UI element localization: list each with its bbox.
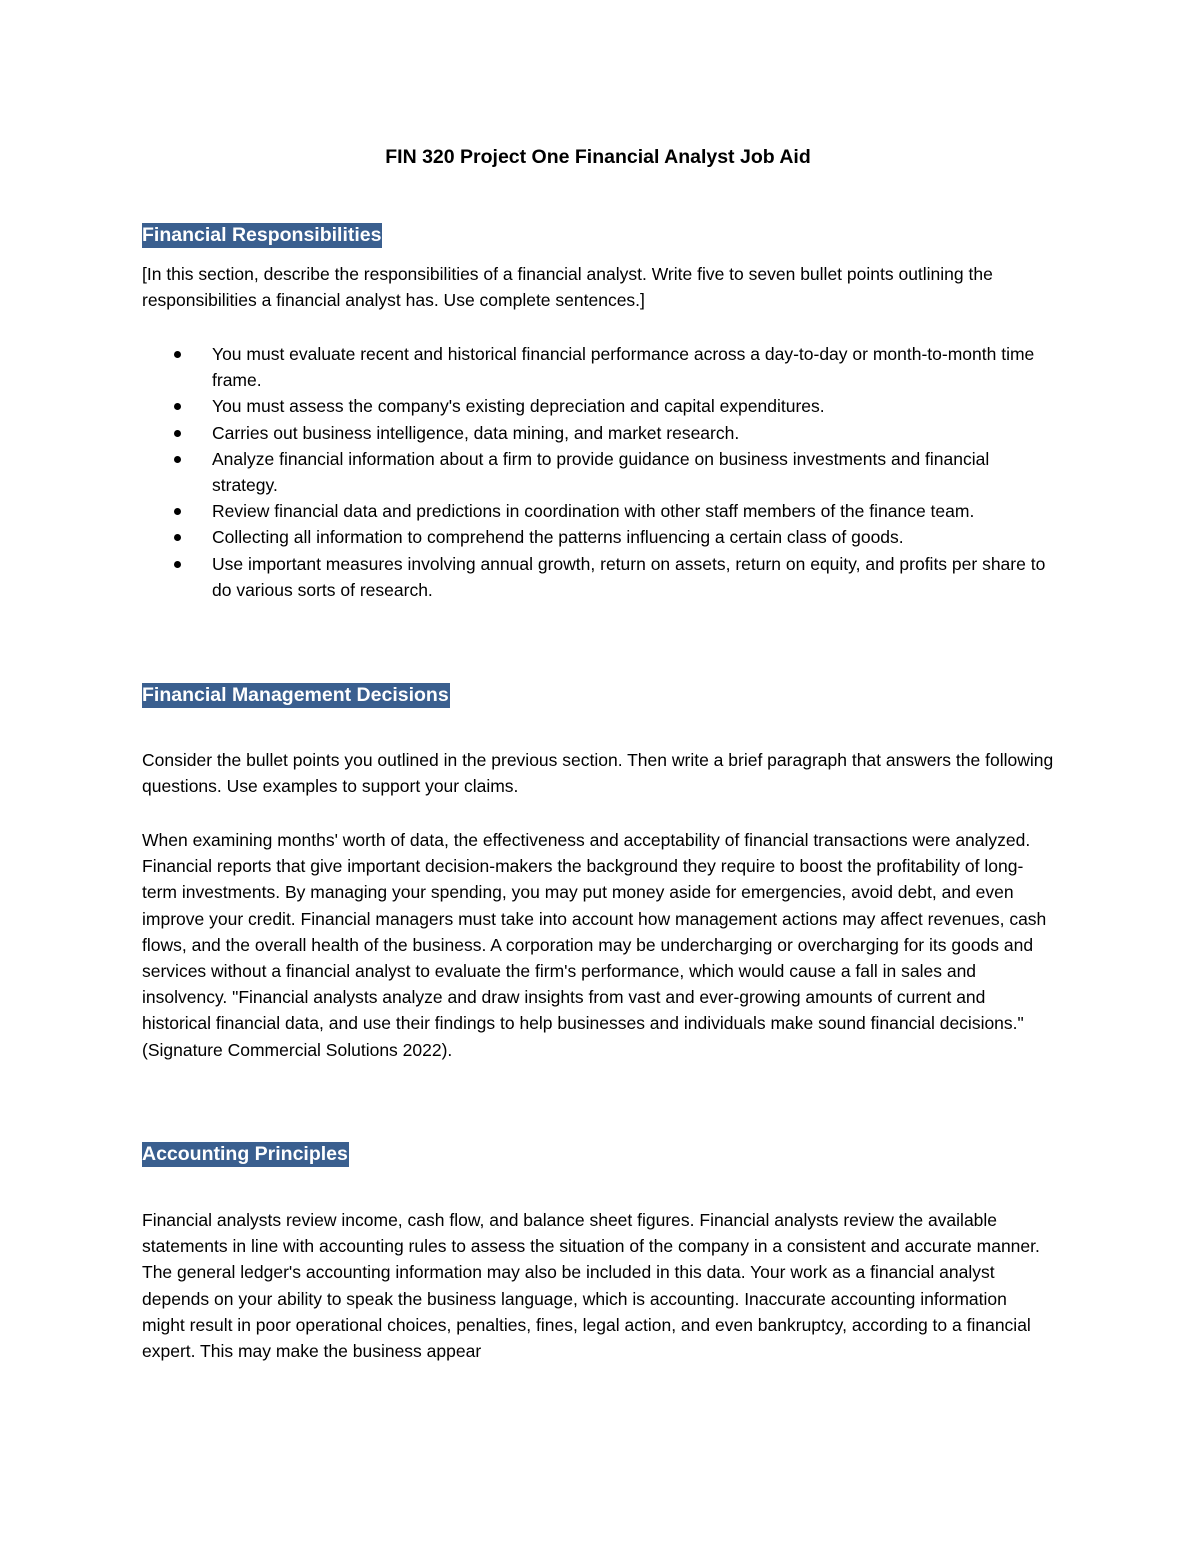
bullet-dot [174, 351, 181, 358]
responsibilities-bullet-list [142, 341, 1054, 603]
management-instructions: Consider the bullet points you outlined in the previous section. Then write a brief paragraph that answers the following questions. Use examples to support your claims. [142, 750, 1054, 797]
section-heading-management-label: Financial Management Decisions [142, 684, 449, 706]
bullet-dot [174, 403, 181, 410]
section-heading-accounting-label: Accounting Principles [142, 1143, 348, 1165]
bullet-text: Review financial data and predictions in coordination with other staff members of the finance team. [212, 501, 975, 522]
document-title: FIN 320 Project One Financial Analyst Job Aid [385, 146, 811, 168]
bullet-text: Use important measures involving annual growth, return on assets, return on equity, and profits per share to do various sorts of research. [212, 553, 1046, 600]
section-heading-responsibilities [142, 222, 382, 248]
bullet-dot [174, 508, 181, 515]
bullet-dot [174, 561, 181, 568]
bullet-text: You must assess the company's existing depreciation and capital expenditures. [212, 396, 825, 417]
accounting-paragraph: Financial analysts review income, cash flow, and balance sheet figures. Financial analysts review the available statements in line with accounting rules to assess the situation of the company in a consistent and accurate manner. The general ledger's accounting information may also be included in this data. Your work as a financial analyst depends on your ability to speak the business language, which is accounting. Inaccurate accounting information might result in poor operational choices, penalties, fines, legal action, and even bankruptcy, according to a financial expert. This may make the business appear [142, 1210, 1040, 1362]
section-heading-responsibilities-label: Financial Responsibilities [142, 224, 382, 246]
bullet-dot [174, 456, 181, 463]
management-paragraph: When examining months' worth of data, the effectiveness and acceptability of financial transactions were analyzed. Financial reports that give important decision-makers the background they require to boost the profitability of long-term investments. By managing your spending, you may put money aside for emergencies, avoid debt, and even improve your credit. Financial managers must take into account how management actions may affect revenues, cash flows, and the overall health of the business. A corporation may be undercharging or overcharging for its goods and services without a financial analyst to evaluate the firm's performance, which would cause a fall in sales and insolvency. "Financial analysts analyze and draw insights from vast and ever-growing amounts of current and historical financial data, and use their findings to help businesses and individuals make sound financial decisions." (Signature Commercial Solutions 2022). [142, 830, 1047, 1060]
bullet-text: Carries out business intelligence, data mining, and market research. [212, 422, 740, 443]
bullet-item [142, 393, 1054, 419]
bullet-dot [174, 534, 181, 541]
section-heading-accounting [142, 1141, 349, 1167]
bullet-item [142, 551, 1054, 603]
bullet-dot [174, 430, 181, 437]
bullet-item [142, 446, 1054, 498]
bullet-text: Collecting all information to comprehend the patterns influencing a certain class of goods. [212, 527, 904, 548]
bullet-item [142, 524, 1054, 550]
section-heading-management [142, 682, 450, 708]
bullet-item [142, 498, 1054, 524]
responsibilities-instructions: [In this section, describe the responsibilities of a financial analyst. Write five to seven bullet points outlining the responsibilities a financial analyst has. Use complete sentences.] [142, 264, 993, 311]
bullet-item [142, 420, 1054, 446]
bullet-item [142, 341, 1054, 393]
bullet-text: You must evaluate recent and historical financial performance across a day-to-day or month-to-month time frame. [212, 344, 1035, 391]
bullet-text: Analyze financial information about a firm to provide guidance on business investments and financial strategy. [212, 448, 990, 496]
